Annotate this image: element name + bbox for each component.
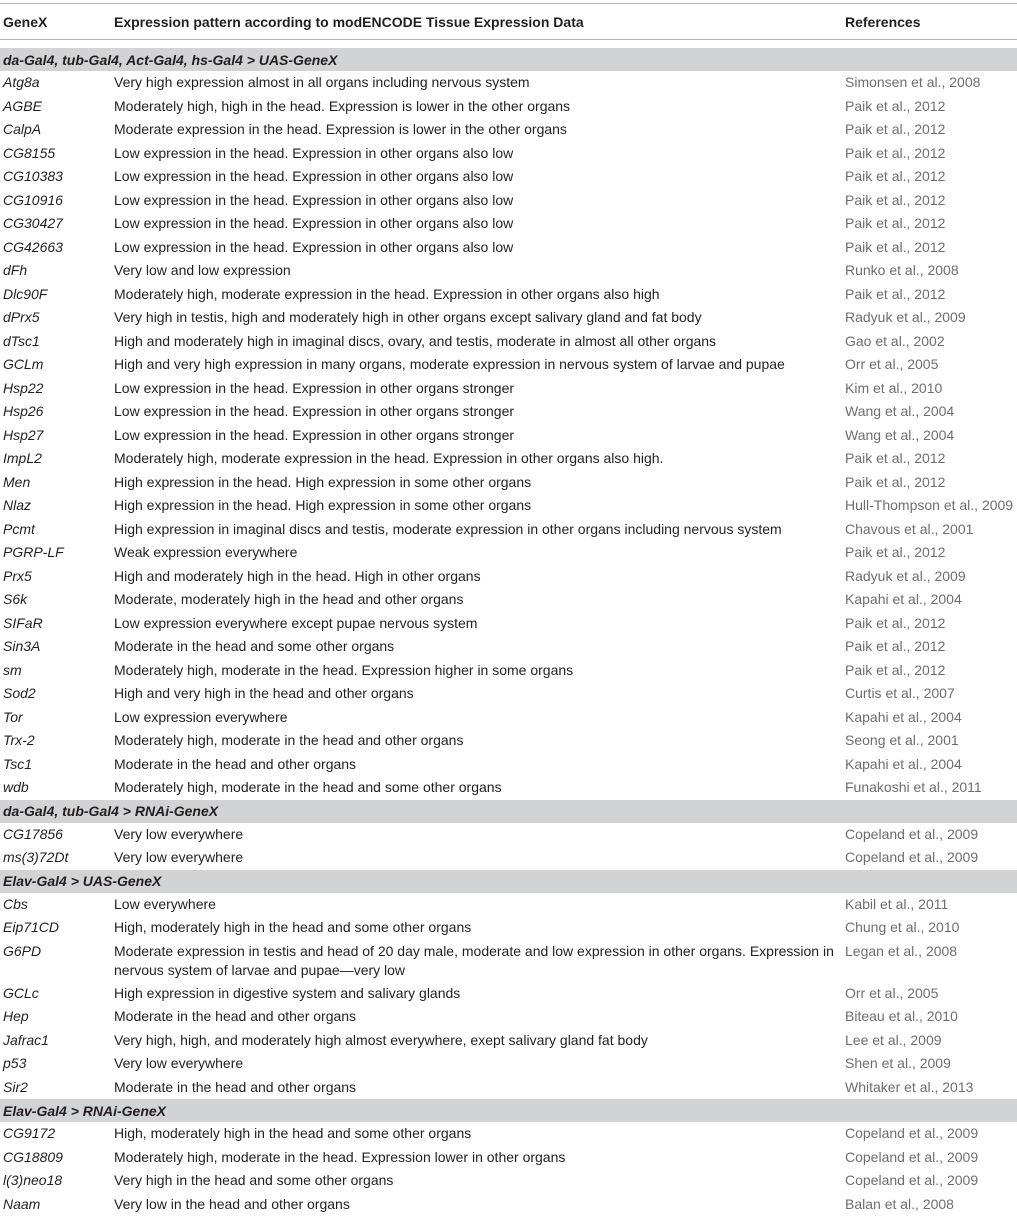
reference-cell: Paik et al., 2012 (845, 661, 946, 678)
gene-cell: Hsp27 (3, 426, 44, 443)
reference-cell: Paik et al., 2012 (845, 473, 946, 490)
expression-cell: Low expression in the head. Expression in other organs also low (114, 191, 514, 208)
table-row (0, 471, 1017, 495)
gene-cell: Sod2 (3, 685, 36, 701)
table-row (0, 1169, 1017, 1193)
reference-cell: Shen et al., 2009 (845, 1055, 951, 1071)
expression-cell: Very high expression almost in all organs including nervous system (114, 74, 530, 90)
gene-cell: CG30427 (3, 215, 63, 231)
gene-cell: sm (3, 661, 22, 678)
reference-cell: Copeland et al., 2009 (845, 825, 979, 842)
table-row (0, 400, 1017, 424)
table-row (0, 893, 1017, 917)
section-header: da-Gal4, tub-Gal4 > RNAi-GeneX (0, 800, 1017, 823)
reference-cell: Chavous et al., 2001 (845, 520, 974, 537)
table-row (0, 424, 1017, 448)
table-row (0, 165, 1017, 189)
table-row (0, 682, 1017, 706)
table-row (0, 71, 1017, 95)
gene-cell: CG42663 (3, 238, 63, 255)
reference-cell: Kapahi et al., 2004 (845, 755, 962, 772)
reference-cell: Whitaker et al., 2013 (845, 1078, 974, 1095)
reference-cell: Gao et al., 2002 (845, 332, 945, 349)
gene-cell: Prx5 (3, 567, 32, 584)
table-row (0, 846, 1017, 870)
expression-cell: High and moderately high in the head. High in other organs (114, 567, 481, 584)
reference-cell: Seong et al., 2001 (845, 732, 959, 748)
table-row (0, 189, 1017, 213)
reference-cell: Biteau et al., 2010 (845, 1008, 958, 1024)
table-row (0, 95, 1017, 119)
reference-cell: Curtis et al., 2007 (845, 685, 955, 701)
gene-cell: dFh (3, 262, 28, 278)
table-row (0, 940, 1017, 982)
gene-cell: ms(3)72Dt (3, 849, 69, 865)
table-row (0, 1076, 1017, 1100)
table-row (0, 212, 1017, 236)
expression-cell: Very high in testis, high and moderately high in other organs except salivary gland and fat body (114, 309, 702, 325)
table-row (0, 1146, 1017, 1170)
table-row (0, 447, 1017, 471)
expression-cell: Weak expression everywhere (114, 544, 298, 560)
expression-cell: Moderately high, high in the head. Expression is lower in the other organs (114, 97, 571, 114)
expression-cell: Very low everywhere (114, 825, 244, 842)
gene-cell: Hsp26 (3, 403, 44, 419)
gene-cell: Tor (3, 708, 23, 725)
expression-cell: High and very high expression in many organs, moderate expression in nervous system of larvae and pupae (114, 356, 785, 372)
table-body (0, 48, 1017, 1216)
expression-cell: High, moderately high in the head and some other organs (114, 1125, 472, 1141)
header-expression: Expression pattern according to modENCODE Tissue Expression Data (114, 13, 584, 30)
table-row (0, 142, 1017, 166)
reference-cell: Kapahi et al., 2004 (845, 708, 962, 725)
gene-cell: Trx-2 (3, 732, 35, 748)
table-row (0, 330, 1017, 354)
reference-cell: Paik et al., 2012 (845, 97, 946, 114)
table-row (0, 1052, 1017, 1076)
gene-cell: Hep (3, 1008, 29, 1024)
reference-cell: Funakoshi et al., 2011 (845, 779, 982, 795)
expression-cell: Moderate in the head and other organs (114, 1078, 357, 1095)
table-row (0, 635, 1017, 659)
gene-cell: CalpA (3, 121, 42, 137)
reference-cell: Kabil et al., 2011 (845, 895, 949, 912)
expression-cell: High, moderately high in the head and some other organs (114, 919, 472, 935)
gene-cell: Naam (3, 1195, 41, 1212)
reference-cell: Paik et al., 2012 (845, 121, 946, 137)
gene-cell: Tsc1 (3, 755, 33, 772)
table-header (0, 4, 1017, 40)
table-row (0, 377, 1017, 401)
gene-cell: Sir2 (3, 1078, 28, 1095)
table-row (0, 753, 1017, 777)
reference-cell: Legan et al., 2008 (845, 942, 958, 959)
gene-cell: CG10383 (3, 168, 63, 184)
expression-cell: High expression in imaginal discs and testis, moderate expression in other organs including nervous system (114, 520, 782, 537)
table-row (0, 612, 1017, 636)
gene-expression-table (0, 3, 1017, 1216)
table-row (0, 259, 1017, 283)
expression-cell: Moderate, moderately high in the head and other organs (114, 591, 464, 607)
reference-cell: Kim et al., 2010 (845, 379, 943, 396)
gene-cell: CG10916 (3, 191, 63, 208)
reference-cell: Paik et al., 2012 (845, 191, 946, 208)
expression-cell: Low expression everywhere (114, 708, 288, 725)
table-row (0, 1122, 1017, 1146)
header-gap (0, 40, 1017, 48)
gene-cell: GCLm (3, 356, 44, 372)
gene-cell: Men (3, 473, 31, 490)
expression-cell: Very low everywhere (114, 849, 244, 865)
reference-cell: Copeland et al., 2009 (845, 1172, 979, 1188)
reference-cell: Paik et al., 2012 (845, 238, 946, 255)
gene-cell: p53 (3, 1055, 27, 1071)
reference-cell: Kapahi et al., 2004 (845, 591, 962, 607)
section-header: da-Gal4, tub-Gal4, Act-Gal4, hs-Gal4 > UAS-GeneX (0, 48, 1017, 71)
expression-cell: Very high, high, and moderately high almost everywhere, exept salivary gland fat body (114, 1031, 648, 1048)
table-row (0, 706, 1017, 730)
expression-cell: Moderate in the head and some other organs (114, 638, 395, 654)
gene-cell: G6PD (3, 942, 42, 959)
gene-cell: l(3)neo18 (3, 1172, 63, 1188)
gene-cell: AGBE (3, 97, 42, 114)
reference-cell: Paik et al., 2012 (845, 144, 946, 161)
expression-cell: Very low everywhere (114, 1055, 244, 1071)
reference-cell: Hull-Thompson et al., 2009 (845, 497, 1014, 513)
table-row (0, 518, 1017, 542)
header-references: References (845, 13, 921, 30)
expression-cell: High expression in digestive system and salivary glands (114, 984, 461, 1001)
reference-cell: Lee et al., 2009 (845, 1031, 942, 1048)
expression-cell: Low expression everywhere except pupae nervous system (114, 614, 478, 631)
reference-cell: Paik et al., 2012 (845, 285, 946, 302)
reference-cell: Orr et al., 2005 (845, 984, 939, 1001)
expression-cell: Moderately high, moderate in the head and other organs (114, 732, 464, 748)
gene-cell: dPrx5 (3, 309, 40, 325)
reference-cell: Balan et al., 2008 (845, 1195, 954, 1212)
expression-cell: Low expression in the head. Expression in other organs stronger (114, 403, 515, 419)
gene-cell: Dlc90F (3, 285, 48, 302)
gene-cell: Cbs (3, 895, 28, 912)
gene-cell: S6k (3, 591, 28, 607)
gene-cell: CG18809 (3, 1148, 63, 1165)
table-row (0, 541, 1017, 565)
reference-cell: Paik et al., 2012 (845, 614, 946, 631)
expression-cell: Moderately high, moderate expression in the head. Expression in other organs also high (114, 285, 660, 302)
expression-cell: High and very high in the head and other organs (114, 685, 414, 701)
expression-cell: Low everywhere (114, 895, 216, 912)
reference-cell: Copeland et al., 2009 (845, 849, 979, 865)
expression-cell: Moderate expression in testis and head of 20 day male, moderate and low expression in other organs. Expression in nervous system of larvae and pupae—very low (114, 942, 834, 978)
expression-cell: High expression in the head. High expression in some other organs (114, 497, 532, 513)
section-header: Elav-Gal4 > RNAi-GeneX (0, 1099, 1017, 1122)
reference-cell: Paik et al., 2012 (845, 544, 946, 560)
expression-cell: Very low in the head and other organs (114, 1195, 350, 1212)
gene-cell: CG17856 (3, 825, 63, 842)
table-row (0, 306, 1017, 330)
table-row (0, 1005, 1017, 1029)
expression-cell: Very high in the head and some other organs (114, 1172, 394, 1188)
gene-cell: Jafrac1 (3, 1031, 49, 1048)
gene-cell: CG9172 (3, 1125, 56, 1141)
table-row (0, 982, 1017, 1006)
reference-cell: Orr et al., 2005 (845, 356, 939, 372)
expression-cell: Low expression in the head. Expression in other organs also low (114, 215, 514, 231)
table-row (0, 236, 1017, 260)
gene-cell: wdb (3, 779, 29, 795)
gene-cell: Hsp22 (3, 379, 44, 396)
section-header: Elav-Gal4 > UAS-GeneX (0, 870, 1017, 893)
gene-cell: GCLc (3, 984, 39, 1001)
table-row (0, 353, 1017, 377)
expression-cell: Very low and low expression (114, 262, 291, 278)
gene-cell: Atg8a (3, 74, 40, 90)
gene-cell: CG8155 (3, 144, 56, 161)
expression-cell: Low expression in the head. Expression in other organs also low (114, 144, 514, 161)
table-row (0, 494, 1017, 518)
table-row (0, 283, 1017, 307)
gene-cell: SIFaR (3, 614, 43, 631)
reference-cell: Radyuk et al., 2009 (845, 309, 966, 325)
gene-cell: ImpL2 (3, 450, 42, 466)
reference-cell: Paik et al., 2012 (845, 215, 946, 231)
gene-cell: Eip71CD (3, 919, 60, 935)
expression-cell: Moderate in the head and other organs (114, 755, 357, 772)
table-row (0, 916, 1017, 940)
header-gene: GeneX (3, 13, 48, 30)
table-row (0, 565, 1017, 589)
table-row (0, 823, 1017, 847)
table-row (0, 729, 1017, 753)
reference-cell: Copeland et al., 2009 (845, 1125, 979, 1141)
table-row (0, 1193, 1017, 1217)
expression-cell: Low expression in the head. Expression in other organs also low (114, 238, 514, 255)
reference-cell: Runko et al., 2008 (845, 262, 959, 278)
reference-cell: Paik et al., 2012 (845, 450, 946, 466)
table-row (0, 1029, 1017, 1053)
expression-cell: Low expression in the head. Expression in other organs stronger (114, 426, 515, 443)
gene-cell: Nlaz (3, 497, 32, 513)
table-row (0, 118, 1017, 142)
expression-cell: Moderately high, moderate expression in the head. Expression in other organs also high. (114, 450, 664, 466)
reference-cell: Simonsen et al., 2008 (845, 74, 981, 90)
expression-cell: Moderately high, moderate in the head and some other organs (114, 779, 502, 795)
reference-cell: Wang et al., 2004 (845, 403, 955, 419)
reference-cell: Radyuk et al., 2009 (845, 567, 966, 584)
expression-cell: Moderately high, moderate in the head. Expression higher in some organs (114, 661, 574, 678)
gene-cell: dTsc1 (3, 332, 40, 349)
gene-cell: Sin3A (3, 638, 41, 654)
expression-cell: High and moderately high in imaginal discs, ovary, and testis, moderate in almost all other organs (114, 332, 717, 349)
table-row (0, 659, 1017, 683)
reference-cell: Copeland et al., 2009 (845, 1148, 979, 1165)
gene-cell: Pcmt (3, 520, 35, 537)
expression-cell: Low expression in the head. Expression in other organs also low (114, 168, 514, 184)
expression-cell: Moderate in the head and other organs (114, 1008, 357, 1024)
expression-cell: Moderately high, moderate in the head. Expression lower in other organs (114, 1148, 566, 1165)
reference-cell: Paik et al., 2012 (845, 638, 946, 654)
reference-cell: Wang et al., 2004 (845, 426, 955, 443)
reference-cell: Paik et al., 2012 (845, 168, 946, 184)
table-row (0, 776, 1017, 800)
table-row (0, 588, 1017, 612)
expression-cell: Moderate expression in the head. Expression is lower in the other organs (114, 121, 567, 137)
expression-cell: High expression in the head. High expression in some other organs (114, 473, 532, 490)
expression-cell: Low expression in the head. Expression in other organs stronger (114, 379, 515, 396)
gene-cell: PGRP-LF (3, 544, 64, 560)
reference-cell: Chung et al., 2010 (845, 919, 960, 935)
